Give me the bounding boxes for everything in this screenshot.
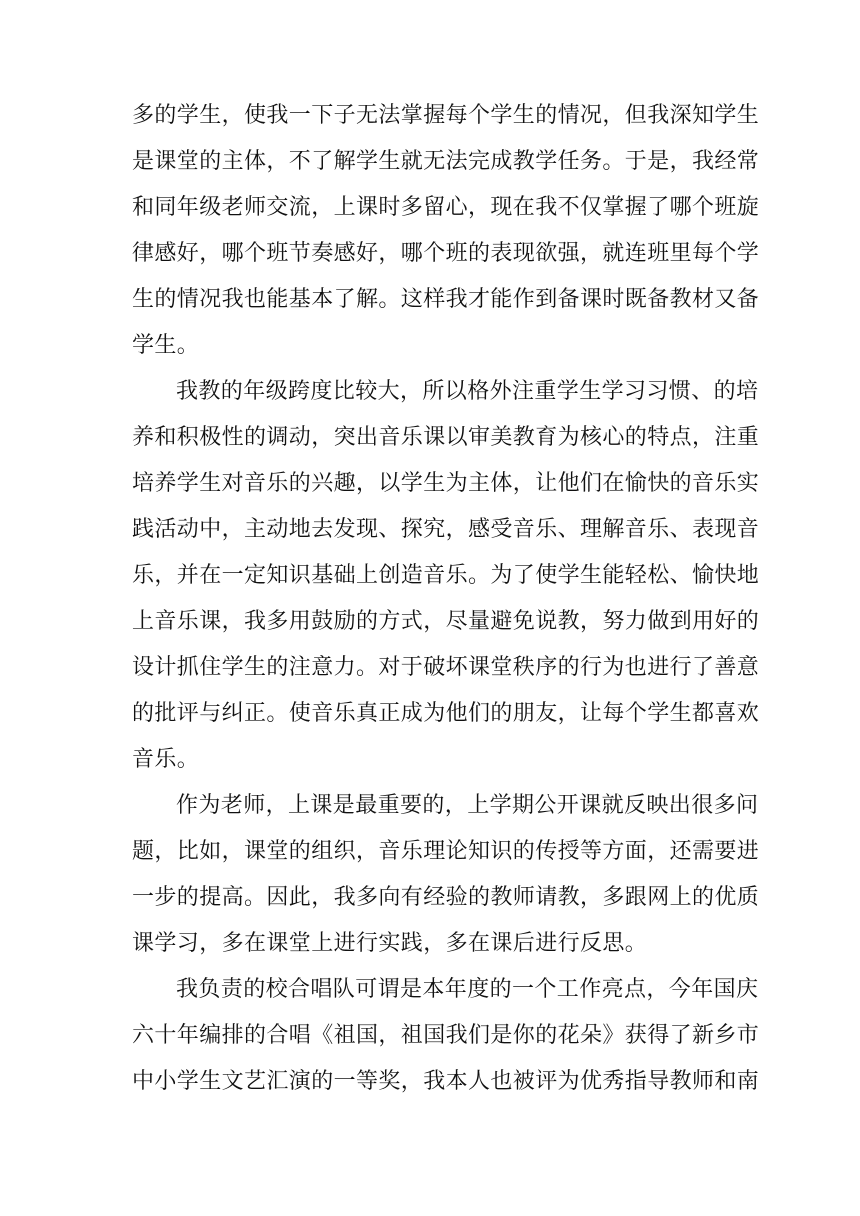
- paragraph-first-line: 我负责的校合唱队可谓是本年度的一个工作亮点，今年国庆: [176, 977, 759, 1002]
- text-line: 多的学生，使我一下子无法掌握每个学生的情况，但我深知学生: [132, 103, 760, 128]
- text-line: 乐，并在一定知识基础上创造音乐。为了使学生能轻松、愉快地: [132, 563, 760, 588]
- text-line: 的批评与纠正。使音乐真正成为他们的朋友，让每个学生都喜欢: [132, 701, 760, 726]
- text-line: 是课堂的主体，不了解学生就无法完成教学任务。于是，我经常: [132, 149, 760, 174]
- text-line: 养和积极性的调动，突出音乐课以审美教育为核心的特点，注重: [132, 425, 760, 450]
- text-line: 音乐。: [132, 747, 200, 772]
- text-line: 上音乐课，我多用鼓励的方式，尽量避免说教，努力做到用好的: [132, 609, 760, 634]
- text-line: 律感好，哪个班节奏感好，哪个班的表现欲强，就连班里每个学: [132, 241, 760, 266]
- paragraph-first-line: 我教的年级跨度比较大，所以格外注重学生学习习惯、的培: [176, 379, 759, 404]
- text-line: 践活动中，主动地去发现、探究，感受音乐、理解音乐、表现音: [132, 517, 760, 542]
- paragraph-first-line: 作为老师，上课是最重要的，上学期公开课就反映出很多问: [176, 793, 759, 818]
- text-line: 六十年编排的合唱《祖国，祖国我们是你的花朵》获得了新乡市: [132, 1023, 760, 1048]
- text-line: 培养学生对音乐的兴趣，以学生为主体，让他们在愉快的音乐实: [132, 471, 760, 496]
- text-line: 学生。: [132, 333, 200, 358]
- text-line: 课学习，多在课堂上进行实践，多在课后进行反思。: [132, 931, 648, 956]
- text-line: 中小学生文艺汇演的一等奖，我本人也被评为优秀指导教师和南: [132, 1069, 760, 1094]
- text-line: 和同年级老师交流，上课时多留心，现在我不仅掌握了哪个班旋: [132, 195, 760, 220]
- text-line: 题，比如，课堂的组织，音乐理论知识的传授等方面，还需要进: [132, 839, 760, 864]
- text-line: 设计抓住学生的注意力。对于破坏课堂秩序的行为也进行了善意: [132, 655, 760, 680]
- text-line: 生的情况我也能基本了解。这样我才能作到备课时既备教材又备: [132, 287, 760, 312]
- text-line: 一步的提高。因此，我多向有经验的教师请教，多跟网上的优质: [132, 885, 760, 910]
